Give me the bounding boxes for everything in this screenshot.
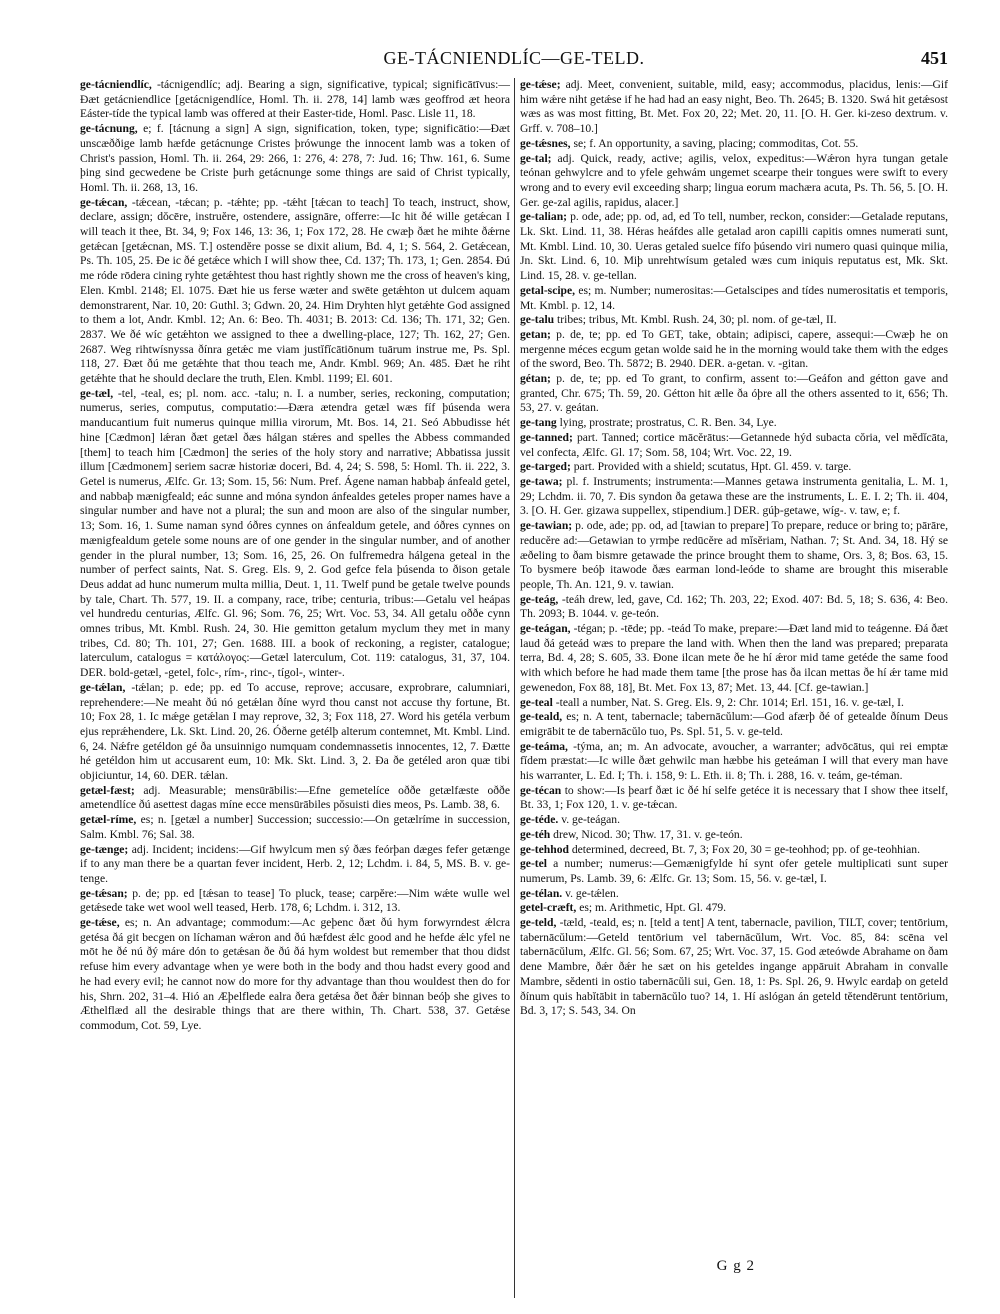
entry-text: -tégan; p. -tēde; pp. -teád To make, prepare:—Ðæt land mid to teágenne. Ðá ðæt laud ðá geteád wæs to prepare the land with. When then the land was prepared; preparata terra, Bd. 4, 28; S. 605, 33. Ðone ilcan mete ðe he hí ǽror mid tame getéde the same food with which before he had made them tame [the prose has ða ilcan mettas ðe hí ǽr tame mid gewenedon, Fox 88, 18], Bt. Met. Fox 13, 87; Met. 13, 44. [Cf. ge-tawian.] [520, 622, 948, 694]
dictionary-entry [80, 916, 510, 1034]
dictionary-entry [520, 475, 948, 519]
headword: ge-tácnung, [80, 122, 138, 136]
dictionary-entry [520, 593, 948, 622]
dictionary-entry [520, 416, 948, 431]
dictionary-entry [80, 387, 510, 681]
headword: ge-tehhod [520, 842, 569, 856]
column-rule [514, 78, 515, 1298]
headword: getal-scipe, [520, 283, 576, 297]
entry-text: es; n. A tent, tabernacle; tabernācŭlum:—God afærþ ðé of getealde ðínum Deus emigrābit te de tabernācŭlo tuo, Ps. Spl. 51, 5. v. ge-teld. [520, 710, 948, 738]
dictionary-entry [520, 916, 948, 1019]
dictionary-entry [520, 813, 948, 828]
page-header [80, 48, 948, 70]
dictionary-entry [520, 622, 948, 696]
headword: ge-teld, [520, 916, 557, 930]
entry-text: se; f. An opportunity, a saving, placing; commoditas, Cot. 55. [570, 136, 859, 150]
entry-text: to show:—Is þearf ðæt ic ðé hí selfe getéce it is necessary that I show thee itself, Bt. 33, 1; Fox 120, 1. v. ge-tǽcan. [520, 783, 948, 812]
dictionary-entry [520, 210, 948, 284]
left-column [80, 78, 510, 1034]
dictionary-entry [520, 328, 948, 372]
entry-text: drew, Nicod. 30; Thw. 17, 31. v. ge-teón. [550, 827, 743, 841]
headword: ge-tænge; [80, 842, 129, 856]
entry-text: pl. f. Instruments; instrumenta:—Mannes getawa instrumenta genitalia, L. M. 1, 29; Lchdm. ii. 70, 7. Ðis syndon ða getawa these are the instruments, L. E. I. 2; Th. ii. 404, 3. [O. H. Ger. gizawa suppellex, stipendium.] DER. gúþ-getawe, wíg-. v. taw, e; f. [520, 474, 948, 518]
headword: gétan; [520, 372, 551, 386]
headword: ge-teald, [520, 710, 563, 724]
dictionary-entry [520, 696, 948, 711]
dictionary-entry [520, 843, 948, 858]
entry-text: -tǽcean, -tǽcan; p. -tǽhte; pp. -tǽht [tǽcan to teach] To teach, instruct, show, declare, assign; dŏcēre, instruĕre, ostendere, assignāre, offerre:—Ic hit ðé wille getǽcan I will teach it thee, Bt. 34, 9; Fox 146, 13: 36, 1; Fox 172, 28. He cwæþ ðæt he mihte ðǽrne getǽcan [getǽcnan, MS. T.] ostendĕre posse se dixit alium, Bd. 4, 1; S. 564, 2. Getǽcean, Ps. Th. 105, 25. Ðe ic ðé getǽce which I will show thee, Cd. 137; Th. 173, 1; Gen. 2854. Ðú me róde rōdera cining ryhte getǽhtest thou hast rightly shown me the cross of heaven's king, Elen. Kmbl. 2148; El. 1075. Ðæt hie us ferse wæter and swēte getǽhton ut dulcem aquam demonstrarent, Nar. 10, 20: Guthl. 3; Gdwn. 20, 24. Him Dryhten hlyt getǽhte God assigned to them a lot, Andr. Kmbl. 12; An. 6: Beo. Th. 4031; B. 2013: Cd. 136; Th. 171, 32; Gen. 2837. We ðé wíc getǽhton we assigned to thee a dwelling-place, 127; Th. 162, 27; Gen. 2687. Weg rihtwísnyssa ðínra getǽc me viam justĭfĭcātiōnum tuārum instrue me, Ps. Spl. 118, 27. Ðæt ðú me getǽhte that thou teach me, Andr. Kmbl. 969; An. 485. Ðæt he riht getǽhte that he should declare the truth, Elen. Kmbl. 1199; El. 601. [80, 195, 510, 386]
headword: ge-talian; [520, 210, 568, 224]
entry-text: tribes; tribus, Mt. Kmbl. Rush. 24, 30; pl. nom. of ge-tæl, II. [554, 313, 837, 327]
headword: getan; [520, 327, 551, 341]
dictionary-entry [520, 887, 948, 902]
headword: ge-tǽlan, [80, 680, 126, 694]
entry-text: -tǽlan; p. ede; pp. ed To accuse, reprove; accusare, exprobrare, calumniari, reprehendere:—Ne meaht ðú nó getǽlan ðíne wyrd thou canst not accuse thy fortune, Bt. 10; Fox 28, 1. Ic mǽge getǽlan I may reprove, 32, 3; Fox 118, 27. Word his getéla verbum ejus reprǽhendere, Lk. Skt. Lind. 20, 26. Óðerne getélþ alterum contemnet, Mt. Kmbl. Lind. 6, 24. Nǽfre getéldon gé ða unsuinnigo numquam condemnassetis innocentes, 12, 7. Ðætte hé getéldon him ut accusarent eum, 10: Mk. Skt. Lind. 3, 2. Ða ðe getéled aron quæ tibi objiciuntur, 14, 60. DER. tǽlan. [80, 680, 510, 783]
entry-text: es; m. Number; numerositas:—Getalscipes and tídes numerositatis et temporis, Mt. Kmbl. p. 12, 14. [520, 283, 948, 312]
entry-text: a number; numerus:—Gemænigfylde hí synt ofer getele multiplicati sunt super numerum, Ps. Lamb. 39, 6: Ælfc. Gr. 13; Som. 15, 56. v. ge-tæl, I. [520, 857, 948, 885]
dictionary-entry [520, 828, 948, 843]
entry-text: -tæld, -teald, es; n. [teld a tent] A tent, tabernacle, pavilion, TILT, cover; tentōrium, tabernācŭlum:—Geteld tentōrium vel tabernācŭlum, Wrt. Voc. 85, 84: scēna vel tabernācŭlum, Ælfc. Gl. 56; Som. 67, 25; Wrt. Voc. 37, 15. God æteówde Abrahame on ðam dene Mambre, ðǽr ðǽr he sæt on his geteldes ingange appāruit Abraham in convalle Mambre, sĕdenti in ostio tabernācŭli sui, Gen. 18, 1: Ps. Spl. 26, 9. Hwylc eardaþ on geteld ðínum quis habĭtābit in tabernācŭlo tuo? 14, 1. Hí aslógan án geteld tĕtendērunt tentōrium, Bd. 3, 17; S. 543, 34. On [520, 916, 948, 1018]
entry-text: part. Provided with a shield; scutatus, Hpt. Gl. 459. v. targe. [570, 460, 852, 474]
dictionary-entry [520, 740, 948, 784]
dictionary-entry [520, 137, 948, 152]
headword: ge-tawa; [520, 474, 563, 488]
entry-text: adj. Measurable; mensūrābilis:—Efne gemetelíce oððe getælfæste oððe ametendlíce ðú asettest dagas míne ecce mensūrābiles pŏsuisti dies meos, Ps. Lamb. 38, 6. [80, 783, 510, 812]
dictionary-entry [520, 460, 948, 475]
dictionary-entry [520, 710, 948, 739]
headword: ge-talu [520, 313, 555, 327]
headword: ge-tanned; [520, 430, 573, 444]
headword: getel-cræft, [520, 901, 577, 915]
dictionary-entry [520, 284, 948, 313]
headword: getæl-fæst; [80, 783, 135, 797]
entry-text: v. ge-tǽlen. [562, 886, 619, 900]
headword: ge-tácniendlíc, [80, 78, 152, 91]
entry-text: p. ode, ade; pp. od, ad, ed To tell, number, reckon, consider:—Getalade reputans, Lk. Skt. Lind. 11, 38. Héras heáfdes alle getalad aron capilli capitis omnes numerati sunt, Mt. Kmbl. Lind. 10, 30. Ueras getaled suelce fífo þúsendo viri numero quasi quinque milia, Jn. Skt. Lind. 6, 10. Miþ unrehtwísum getaled wæs cum iniquis reputatus est, Mk. Skt. Lind. 15, 28. v. ge-tellan. [520, 210, 948, 283]
headword: ge-teág, [520, 592, 559, 606]
headword: getæl-ríme, [80, 813, 137, 827]
entry-text: p. de; pp. ed [tǽsan to tease] To pluck, tease; carpĕre:—Nim wǽte wulle wel getǽsede take wet wool well teased, Herb. 178, 6; Lchdm. i. 312, 13. [80, 886, 510, 915]
dictionary-entry [520, 152, 948, 211]
entry-text: adj. Quick, ready, active; agilis, velox, expeditus:—Wǽron hyra tungan getale teónan gehwylcre and to yfele gehwám ungemet scearpe their tongues were swift to every wrong and to every evil exceeding sharp; lingua eorum machæra acuta, Ps. Th. 56, 5. [O. H. Ger. ge-zal agilis, rapidus, alacer.] [520, 151, 948, 209]
entry-text: es; n. [getæl a number] Succession; successio:—On getælríme in succession, Salm. Kmbl. 76; Sal. 38. [80, 813, 510, 841]
dictionary-entry [80, 196, 510, 387]
dictionary-entry [80, 813, 510, 842]
entry-text: es; n. An advantage; commodum:—Ac geþenc ðæt ðú hym forwyrndest ǽlcra getésa ðá git becgen on líchaman wǽron and ðú hæfdest ǽlc good and he hefde ǽlc yfel ne mōt he ðé nú ðý máre dón to getǽsan ðe ðú ðá hym woldest but remember that thou didst refuse him every advantage when ye were both in the body and thou hadst every good and he had every evil; he cannot now do more for thy advantage than thou wouldest then do for his, Shrn. 202, 31–4. Hió an Æþelflede ealra ðera getǽsa ðet ðǽr binnan beóþ she gives to Æthelflæd all the desirable things that are there within, Th. Chart. 538, 37. Getǽse commodum, Cot. 59, Lye. [80, 916, 510, 1032]
entry-text: -teáh drew, led, gave, Cd. 162; Th. 203, 22; Exod. 407: Bd. 5, 18; S. 636, 4: Beo. Th. 2093; B. 1044. v. ge-teón. [520, 592, 948, 621]
dictionary-entry [520, 431, 948, 460]
dictionary-entry [80, 887, 510, 916]
entry-text: -tácnigendlíc; adj. Bearing a sign, significative, typical; significātīvus:—Ðæt getácniendlice [getácnigendlíce, Homl. Th. ii. 278, 14] lamb wæs geoffrod æt heora Eáster-tíde the typical lamb was offered at their Easter-tide, Homl. Pasc. Lisle 11, 18. [80, 78, 510, 121]
entry-text: adj. Meet, convenient, suitable, mild, easy; accommodus, placidus, lenis:—Gif him wǽre niht getǽse if he had had an easy night, Beo. Th. 2645; B. 1320. Swá hit getǽsost wæs as was most fitting, Bt. Met. Fox 20, 22; Met. 20, 11. [O. H. Ger. ki-zeso dextrum. v. Grff. v. 708–10.] [520, 78, 948, 136]
entry-text: adj. Incident; incidens:—Gif hwylcum men sý ðæs feórþan dæges fefer getænge if to any man there be a quartan fever incident, Herb. 2, 12; Lchdm. i. 84, 5, MS. B. v. ge-tenge. [80, 842, 510, 885]
headword: ge-tǽse; [520, 78, 561, 91]
headword: ge-teal [520, 695, 553, 709]
running-head: GE-TÁCNIENDLÍC—GE-TELD. [383, 48, 645, 68]
headword: ge-téh [520, 827, 551, 841]
dictionary-entry [520, 857, 948, 886]
headword: ge-targed; [520, 460, 571, 474]
dictionary-entry [80, 681, 510, 784]
headword: ge-tǽcan, [80, 195, 128, 209]
headword: ge-tǽse, [80, 916, 120, 930]
headword: ge-técan [520, 783, 562, 797]
entry-text: v. ge-teágan. [558, 813, 621, 827]
headword: ge-teáma, [520, 739, 568, 753]
dictionary-entry [520, 313, 948, 328]
signature-mark: G g 2 [716, 1258, 755, 1274]
dictionary-entry [520, 78, 948, 137]
headword: ge-tǽsan; [80, 886, 128, 900]
entry-text: part. Tanned; cortice mācĕrātus:—Getannede hýd subacta cŏria, vel mĕdĭcāta, vel confecta, Ælfc. Gl. 17; Som. 58, 104; Wrt. Voc. 22, 19. [520, 430, 948, 459]
entry-text: -tel, -teal, es; pl. nom. acc. -talu; n. I. a number, series, reckoning, computation; numerus, series, computus, computatio:—Ðæra ætendra getæl wæs fíf þúsenda wera manducantium fuit numerus quinque millia virorum, Mt. Bos. 14, 21. Seó Abbudisse hét hine [Cædmon] lǽran ðæt getæl ðæs hálgan stǽres and spelles the Abbess commanded [them] to teach him [Cædmon] the series of the holy story and narrative; Abbatissa jussit illum [Cædmonem] seriem sacræ historiæ doceri, Bd. 4, 24; S. 598, 5: Homl. Th. ii. 222, 3. Getel is numerus, Ælfc. Gr. 13; Som. 15, 56: Num. Pref. Ágene naman habbaþ ánfeald getel, and nabbaþ mænigfeald; eác sunne and móna syndon ánfealdes geteles proper names have a singular number and have not a plural; the sun and moon are also of the singular number, 13; Som. 16, 1. Sume naman synd óðres cynnes on ánfealdum getele, and óðres cynnes on mænigfealdum getele some nouns are of one gender in the singular number, and of another gender in the plural number, 13; Som. 16, 25, 26. On fulfremedra hálgena geteal in the number of perfect saints, Nat. S. Greg. Els. 9, 2. God gefce fela þúsenda to ðison getale Deus addat ad hunc numerum multa millia, Deut. 1, 11. Twelf pund be getale twelve pounds by tale, Chart. Th. 577, 19. II. a company, race, tribe; centuria, tribus:—Getalu vel heápas vel hundredu centurias, Ælfc. Gl. 96; Som. 76, 25; Wrt. Voc. 53, 34. All getalu oððe cynn omnes tribus, Mt. Kmbl. Rush. 24, 30. Hie gemitton getalum myclum they met in many tribes, Cd. 80; Th. 101, 27; Gen. 1688. III. a book of reckoning, a register, catalogue; laterculum, catalogus = κατάλογος:—Getæl laterculum, Cot. 119: catalogus, 31, 37, 104. DER. bold-getæl, -getel, folc-, rím-, rinc-, tígol-, winter-. [80, 386, 510, 680]
headword: ge-tang [520, 416, 557, 430]
entry-text: -teall a number, Nat. S. Greg. Els. 9, 2: Chr. 1014; Erl. 151, 16. v. ge-tæl, I. [552, 695, 904, 709]
headword: ge-téde. [520, 813, 559, 827]
entry-text: determined, decreed, Bt. 7, 3; Fox 20, 30 = ge-teohhod; pp. of ge-teohhian. [568, 842, 920, 856]
entry-text: -týma, an; m. An advocate, avoucher, a warranter; advōcātus, qui rei emptæ fĭdem præstat:—Ic wille ðæt gehwilc man hæbbe his geteáman I will that every man have his warranter, L. Ed. I; Th. i. 158, 9: L. Eth. ii. 8; Th. i. 288, 16. v. teám, ge-téman. [520, 739, 948, 783]
headword: ge-tǽsnes, [520, 136, 571, 150]
entry-text: p. de, te; pp. ed To GET, take, obtain; adipisci, capere, assequi:—Cwæþ he on mergenne méces ecgum getan wolde said he in the morning would take them with the edges of the sword, Beo. Th. 5872; B. 2940. DER. a-getan. v. -gitan. [520, 327, 948, 371]
dictionary-entry [520, 372, 948, 416]
headword: ge-tal; [520, 151, 552, 165]
dictionary-entry [80, 78, 510, 122]
headword: ge-tawian; [520, 519, 573, 533]
entry-text: e; f. [tácnung a sign] A sign, signification, token, type; significātio:—Ðæt unscæððige lamb hæfde getácnunge Cristes þrówunge the innocent lamb was a token of Christ's passion, Homl. Th. ii. 264, 29: 266, 1: 276, 4: 278, 7: Jud. 16; Thw. 161, 6. Sume þing sind gecwedene be Criste þurh getácnunge some things are said of Christ typically, Homl. Th. ii. 268, 13, 16. [80, 122, 510, 194]
dictionary-entry [80, 843, 510, 887]
dictionary-entry [80, 784, 510, 813]
headword: ge-télan. [520, 886, 563, 900]
dictionary-entry [80, 122, 510, 196]
columns [80, 78, 948, 1298]
dictionary-entry [520, 901, 948, 916]
dictionary-entry [520, 784, 948, 813]
headword: ge-tel [520, 857, 548, 871]
entry-text: lying, prostrate; prostratus, C. R. Ben. 34, Lye. [556, 416, 777, 430]
headword: ge-tæl, [80, 386, 114, 400]
dictionary-entry [520, 519, 948, 593]
headword: ge-teágan, [520, 622, 571, 636]
page-number: 451 [921, 48, 948, 68]
entry-text: p. de, te; pp. ed To grant, to confirm, assent to:—Geáfon and gétton gave and granted, Chr. 675; Th. 59, 20. Gétton hit ælle ða óþre all the others assented to it, 656; Th. 53, 27. v. geátan. [520, 372, 948, 415]
entry-text: es; m. Arithmetic, Hpt. Gl. 479. [576, 901, 727, 915]
entry-text: p. ode, ade; pp. od, ad [tawian to prepare] To prepare, reduce or bring to; pārāre, reducĕre ad:—Getawian to yrmþe redūcĕre ad mĭsĕriam, Nathan. 7; St. And. 34, 18. Hý se æðeling to ðam bismre getawade the prince brought them to shame, Ors. 3, 8; Bos. 63, 15. To bysmere beóþ itawode ðæs earman lond-leóde to shame are brought this miserable people, Th. An. 121, 9. v. tawian. [520, 519, 948, 591]
right-column [520, 78, 948, 1019]
